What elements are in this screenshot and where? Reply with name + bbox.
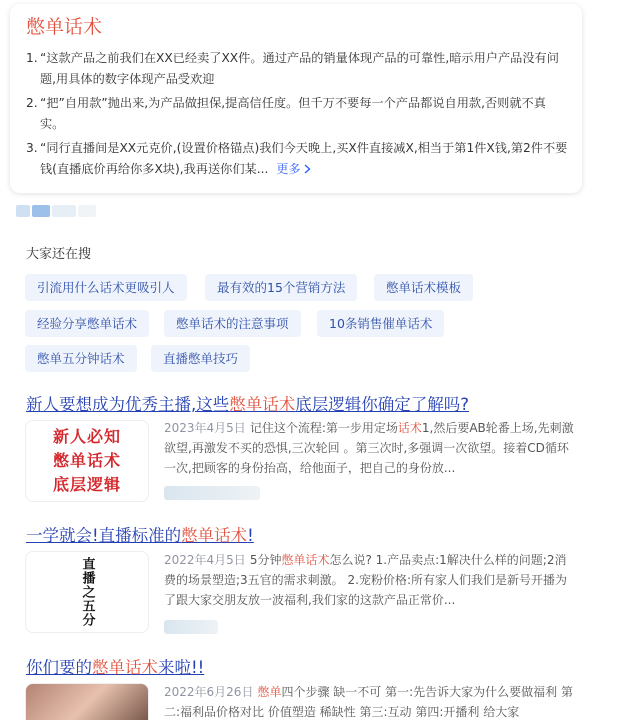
chevron-right-icon <box>304 162 311 176</box>
result-title-text: 一学就会!直播标准的 <box>26 526 182 545</box>
answer-item <box>26 138 568 180</box>
more-link-label: 更多 <box>276 162 301 176</box>
result-desc-text: 记住这个流程:第一步用定场 <box>249 421 398 435</box>
related-chip[interactable]: 引流用什么话术更吸引人 <box>25 274 187 301</box>
result-desc-text: 怎么说? 1.产品卖点:1解决什么样的问题;2消费的场景塑造;3五官的需求刺激。 2.宠粉价格:所有家人们我们是新号开播为了跟大家交朋友放一波福利,我们家的这款产品正常价... <box>164 553 567 607</box>
result-source-blur <box>164 620 218 634</box>
more-link[interactable] <box>276 162 311 176</box>
result-title[interactable] <box>26 654 204 678</box>
source-blur <box>16 205 96 217</box>
answer-item-text: “这款产品之前我们在XX已经卖了XX件。通过产品的销量体现产品的可靠性,暗示用户产品没有问题,用具体的数字体现产品受欢迎 <box>40 51 559 86</box>
result-thumbnail-photo[interactable] <box>25 683 149 720</box>
result-desc-text: 5分钟 <box>249 553 282 567</box>
result-date: 2023年4月5日 <box>164 421 246 435</box>
answer-item-number: 2. <box>26 96 38 110</box>
result-thumbnail[interactable] <box>25 551 149 633</box>
result-desc-highlight: 憋单 <box>257 685 282 699</box>
related-searches-title: 大家还在搜 <box>26 247 92 262</box>
result-title-text: 新人要想成为优秀主播,这些 <box>26 395 230 414</box>
result-desc-text: 四个步骤 缺一不可 第一:先告诉大家为什么要做福利 第二:福利品价格对比 价值塑造 稀缺性 第三:互动 第四:开播利 给大家 <box>164 685 573 719</box>
answer-card-title: 憋单话术 <box>26 16 103 38</box>
thumbnail-text: 直播之五分 <box>79 557 95 627</box>
related-chip[interactable]: 直播憋单技巧 <box>151 345 250 372</box>
thumbnail-text: 底层逻辑 <box>52 475 121 494</box>
answer-item-text: “同行直播间是XX元克价,(设置价格锚点)我们今天晚上,买X件直接减X,相当于第1件X钱,第2件不要钱(直播底价再给你多X块),我再送你们某... <box>40 141 568 176</box>
answer-item-text: “把”自用款”抛出来,为产品做担保,提高信任度。但千万不要每一个产品都说自用款,否则就不真实。 <box>40 96 546 131</box>
result-date: 2022年4月5日 <box>164 553 246 567</box>
result-title-text: 你们要的 <box>26 658 92 677</box>
result-thumbnail[interactable] <box>25 420 149 502</box>
answer-item <box>26 48 568 90</box>
result-title-highlight: 憋单话术 <box>92 658 158 677</box>
result-title-text: 来啦!! <box>158 658 205 677</box>
related-chip[interactable]: 10条销售催单话术 <box>317 310 444 337</box>
result-source-blur <box>164 486 260 500</box>
answer-item <box>26 93 568 135</box>
thumbnail-text: 憋单话术 <box>52 451 121 470</box>
related-chip[interactable]: 憋单话术模板 <box>374 274 473 301</box>
result-description <box>164 682 576 720</box>
result-title[interactable] <box>26 522 254 546</box>
related-chip[interactable]: 憋单话术的注意事项 <box>164 310 301 337</box>
answer-item-number: 1. <box>26 51 38 65</box>
result-description <box>164 418 576 478</box>
result-desc-highlight: 憋单话术 <box>281 553 330 567</box>
related-chip[interactable]: 经验分享憋单话术 <box>25 310 149 337</box>
related-chip[interactable]: 最有效的15个营销方法 <box>205 274 357 301</box>
result-title-highlight: 憋单话术 <box>229 395 296 414</box>
result-title-text: 底层逻辑你确定了解吗? <box>295 395 470 414</box>
result-date: 2022年6月26日 <box>164 685 254 699</box>
answer-item-number: 3. <box>26 141 38 155</box>
result-desc-highlight: 话术 <box>397 421 422 435</box>
result-title[interactable] <box>26 391 469 415</box>
result-title-highlight: 憋单话术 <box>181 526 248 545</box>
thumbnail-text: 新人必知 <box>52 427 121 446</box>
result-title-text: ! <box>247 526 254 545</box>
related-chip[interactable]: 憋单五分钟话术 <box>25 345 137 372</box>
result-description <box>164 550 576 610</box>
answer-list <box>26 48 568 180</box>
answer-card <box>10 4 582 193</box>
result-desc-text: 1,然后要AB轮番上场,先刺激欲望,再激发不买的恐惧,三次轮回 。第三次时,多强调一次欲望。接着CD循环一次,把顾客的身份抬高，给他面子，把自己的身份放... <box>164 421 574 475</box>
